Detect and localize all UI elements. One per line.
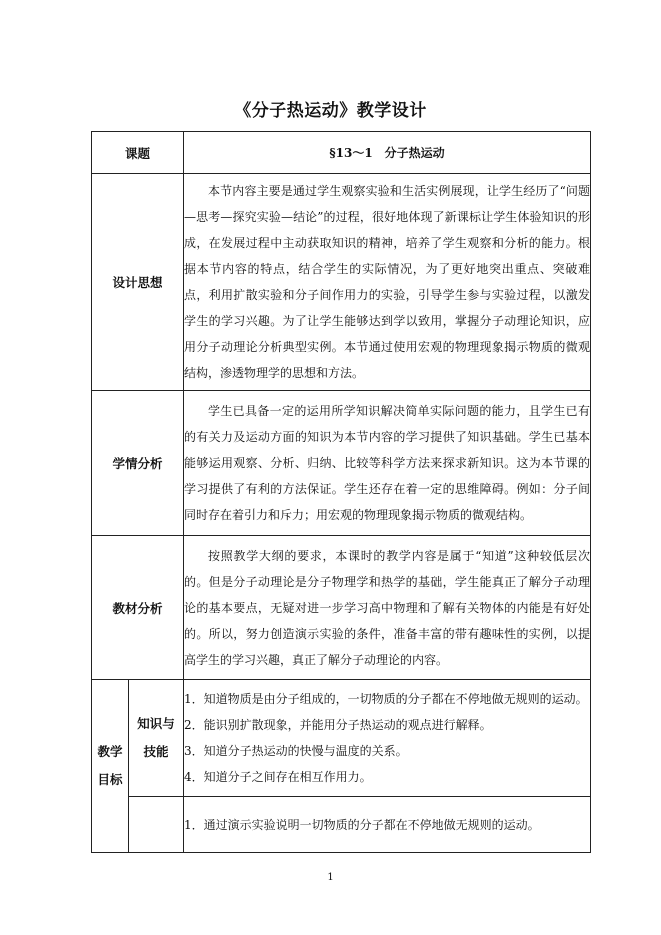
- goal-item: 2．能识别扩散现象，并能用分子热运动的观点进行解释。: [184, 718, 492, 732]
- topic-row: [92, 132, 591, 174]
- lesson-plan-table: [91, 131, 591, 853]
- goals-process-row: [92, 797, 591, 853]
- textbook-analysis-text: 按照教学大纲的要求，本课时的教学内容是属于“知道”这种较低层次的。但是分子动理论是分子物理学和热学的基础，学生能真正了解分子动理论的基本要点，无疑对进一步学习高中物理和了解有关物体的内能是有好处的。所以，努力创造演示实验的条件，准备丰富的带有趣味性的实例，以提高学生的学习兴趣，真正了解分子动理论的内容。: [184, 536, 591, 680]
- student-analysis-text: 学生已具备一定的运用所学知识解决简单实际问题的能力，且学生已有的有关力及运动方面的知识为本节内容的学习提供了知识基础。学生已基本能够运用观察、分析、归纳、比较等科学方法来探求新知识。这为本节课的学习提供了有利的方法保证。学生还存在着一定的思维障碍。例如：分子间同时存在着引力和斥力；用宏观的物理现象揭示物质的微观结构。: [184, 391, 591, 536]
- process-method-label: [129, 797, 184, 853]
- process-method-list: [184, 797, 591, 853]
- knowledge-skills-label: [129, 680, 184, 797]
- textbook-analysis-row: [92, 536, 591, 680]
- knowledge-skills-label-line2: 技能: [143, 744, 169, 759]
- goals-knowledge-row: [92, 680, 591, 797]
- teaching-goals-label: [92, 680, 129, 853]
- student-analysis-label: 学情分析: [92, 391, 184, 536]
- teaching-goals-label-line2: 目标: [97, 772, 123, 787]
- page-number: 1: [327, 872, 334, 883]
- textbook-analysis-label: 教材分析: [92, 536, 184, 680]
- goal-item: 1．知道物质是由分子组成的，一切物质的分子都在不停地做无规则的运动。: [184, 692, 588, 706]
- teaching-goals-label-line1: 教学: [97, 744, 123, 759]
- goal-item: 3．知道分子热运动的快慢与温度的关系。: [184, 744, 408, 758]
- design-idea-text: 本节内容主要是通过学生观察实验和生活实例展现，让学生经历了“问题—思考—探究实验—结论”的过程，很好地体现了新课标让学生体验知识的形成，在发展过程中主动获取知识的精神，培养了学生观察和分析的能力。根据本节内容的特点，结合学生的实际情况，为了更好地突出重点、突破难点，利用扩散实验和分子间作用力的实验，引导学生参与实验过程，以激发学生的学习兴趣。为了让学生能够达到学以致用，掌握分子动理论知识，应用分子动理论分析典型实例。本节通过使用宏观的物理现象揭示物质的微观结构，渗透物理学的思想和方法。: [184, 174, 591, 391]
- knowledge-skills-list: [184, 680, 591, 797]
- goal-item: 4．知道分子之间存在相互作用力。: [184, 770, 372, 784]
- topic-value: §13～1 分子热运动: [184, 132, 591, 174]
- document-title: 《分子热运动》教学设计: [234, 101, 427, 121]
- knowledge-skills-label-line1: 知识与: [137, 716, 175, 731]
- design-idea-row: [92, 174, 591, 391]
- student-analysis-row: [92, 391, 591, 536]
- design-idea-label: 设计思想: [92, 174, 184, 391]
- goal-item: 1．通过演示实验说明一切物质的分子都在不停地做无规则的运动。: [184, 817, 540, 832]
- topic-label: 课题: [92, 132, 184, 174]
